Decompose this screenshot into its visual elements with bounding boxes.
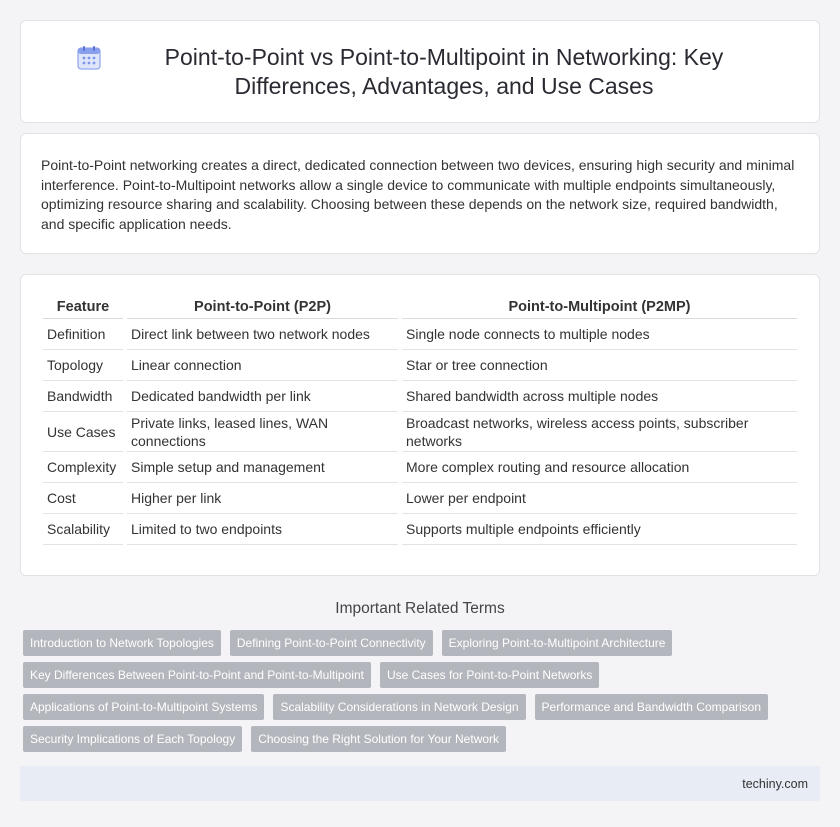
footer [20, 766, 820, 801]
cell-p2p: Higher per link [127, 483, 398, 514]
related-term-link[interactable]: Use Cases for Point-to-Point Networks [380, 662, 599, 688]
table-row [43, 381, 797, 412]
title-wrap [76, 43, 764, 101]
table-row [43, 452, 797, 483]
related-term-link[interactable]: Exploring Point-to-Multipoint Architecture [442, 630, 673, 656]
related-terms-list [20, 630, 820, 758]
related-term-link[interactable]: Applications of Point-to-Multipoint Systems [23, 694, 264, 720]
cell-feature: Topology [43, 350, 123, 381]
related-term-link[interactable]: Introduction to Network Topologies [23, 630, 221, 656]
cell-p2p: Limited to two endpoints [127, 514, 398, 545]
related-term-link[interactable]: Performance and Bandwidth Comparison [535, 694, 768, 720]
intro-text: Point-to-Point networking creates a direct, dedicated connection between two devices, ensuring high security and minimal interference. Point-to-Multipoint networks allow a single device to communicate with multiple endpoints simultaneously, optimizing resource sharing and scalability. Choosing between these depends on the network size, required bandwidth, and specific application needs. [41, 157, 795, 232]
cell-feature: Scalability [43, 514, 123, 545]
cell-p2mp: Single node connects to multiple nodes [402, 319, 797, 350]
cell-feature: Complexity [43, 452, 123, 483]
table-row [43, 350, 797, 381]
header-p2mp: Point-to-Multipoint (P2MP) [402, 297, 797, 319]
table-row [43, 319, 797, 350]
table-row [43, 412, 797, 452]
header-p2p: Point-to-Point (P2P) [127, 297, 398, 319]
cell-p2mp: Shared bandwidth across multiple nodes [402, 381, 797, 412]
header-card [20, 20, 820, 123]
comparison-table [39, 297, 801, 545]
cell-p2mp: Lower per endpoint [402, 483, 797, 514]
calendar-icon [76, 45, 102, 71]
related-term-link[interactable]: Scalability Considerations in Network Design [273, 694, 525, 720]
related-term-link[interactable]: Security Implications of Each Topology [23, 726, 242, 752]
footer-brand[interactable]: techiny.com [742, 776, 808, 791]
header-feature: Feature [43, 297, 123, 319]
cell-p2mp: Supports multiple endpoints efficiently [402, 514, 797, 545]
table-row [43, 483, 797, 514]
cell-p2p: Direct link between two network nodes [127, 319, 398, 350]
related-term-link[interactable]: Choosing the Right Solution for Your Network [251, 726, 506, 752]
cell-feature: Definition [43, 319, 123, 350]
cell-p2mp: Broadcast networks, wireless access points, subscriber networks [402, 412, 797, 452]
intro-card [20, 133, 820, 254]
page-title: Point-to-Point vs Point-to-Multipoint in Networking: Key Differences, Advantages, and Use Cases [164, 43, 724, 99]
comparison-table-card [20, 274, 820, 576]
cell-p2mp: Star or tree connection [402, 350, 797, 381]
table-header-row [43, 297, 797, 319]
related-term-link[interactable]: Key Differences Between Point-to-Point and Point-to-Multipoint [23, 662, 371, 688]
related-terms-title: Important Related Terms [335, 600, 505, 617]
cell-p2p: Simple setup and management [127, 452, 398, 483]
cell-feature: Use Cases [43, 412, 123, 452]
cell-p2p: Dedicated bandwidth per link [127, 381, 398, 412]
cell-feature: Bandwidth [43, 381, 123, 412]
table-row [43, 514, 797, 545]
cell-feature: Cost [43, 483, 123, 514]
related-term-link[interactable]: Defining Point-to-Point Connectivity [230, 630, 433, 656]
cell-p2mp: More complex routing and resource allocation [402, 452, 797, 483]
cell-p2p: Linear connection [127, 350, 398, 381]
cell-p2p: Private links, leased lines, WAN connections [127, 412, 398, 452]
